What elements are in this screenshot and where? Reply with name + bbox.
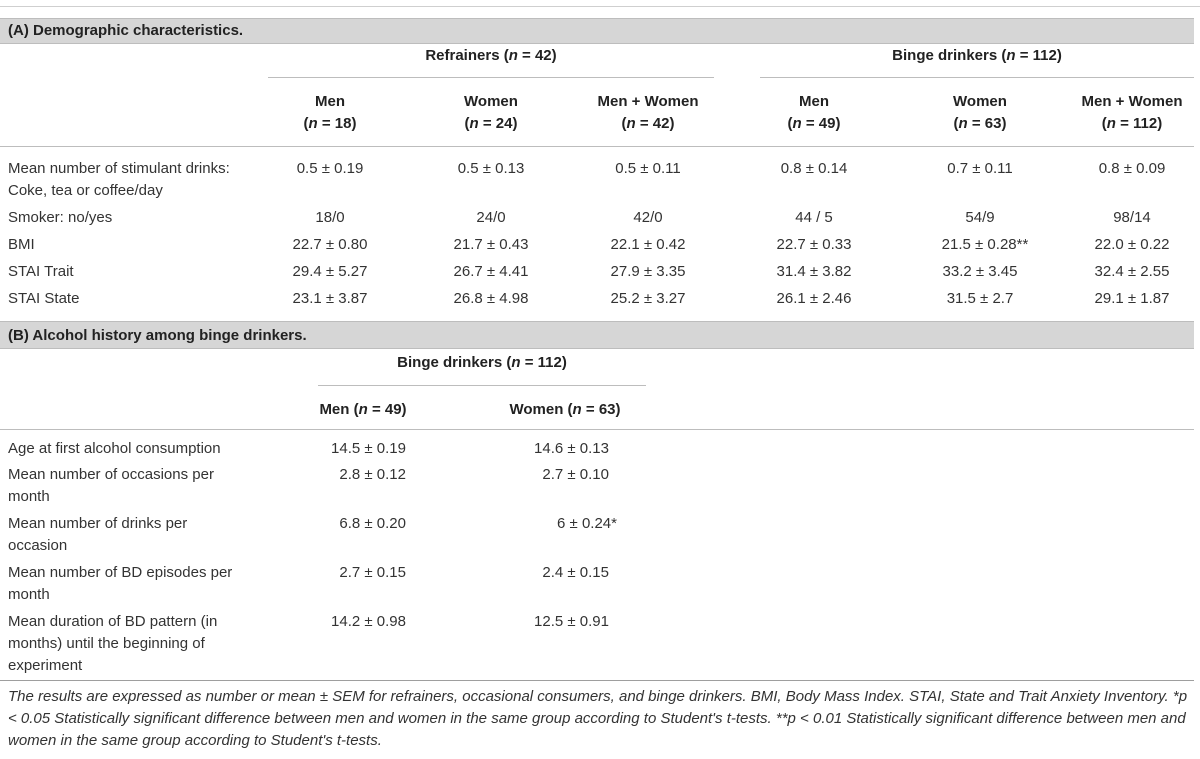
top-rule [0,6,1200,7]
col-header-women-binge: Women (n = 63) [953,93,1007,132]
section-a-header [0,18,1194,44]
table-cell: 22.7 ± 0.80 [292,236,368,253]
section-b-title: (B) Alcohol history among binge drinkers. [8,327,307,344]
section-a-title: (A) Demographic characteristics. [8,22,244,39]
col-header-total-binge: Men + Women (n = 112) [1081,93,1183,132]
row-label: STAI State [8,290,80,307]
table-cell: 27.9 ± 3.35 [610,263,686,280]
table-cell: 0.8 ± 0.14 [780,160,848,177]
table-cell: 2.4 ± 0.15 [542,564,609,581]
group-header-refrainers: Refrainers (n = 42) [425,47,557,64]
table-cell: 0.5 ± 0.13 [457,160,525,177]
table-cell: 0.7 ± 0.11 [947,160,1013,177]
table-cell: 6 ± 0.24* [557,515,617,532]
table-cell: 22.1 ± 0.42 [610,236,686,253]
table-cell: 26.7 ± 4.41 [453,263,529,280]
table-cell: 31.4 ± 3.82 [776,263,852,280]
group-header-binge-b: Binge drinkers (n = 112) [397,354,567,371]
table-cell: 32.4 ± 2.55 [1094,263,1170,280]
table-cell: 0.8 ± 0.09 [1098,160,1166,177]
table-cell: 24/0 [476,209,506,226]
table-cell: 14.2 ± 0.98 [331,613,406,630]
group-rule-binge [760,77,1194,78]
table-cell: 18/0 [315,209,345,226]
table-cell: 44 / 5 [795,209,833,226]
row-label: Mean number of stimulant drinks: Coke, tea or coffee/day [8,160,230,199]
table-cell: 26.1 ± 2.46 [776,290,852,307]
table-cell: 54/9 [965,209,995,226]
group-rule-refrainers [268,77,714,78]
row-label: Mean number of drinks per occasion [8,515,188,554]
table-cell: 26.8 ± 4.98 [453,290,529,307]
table-cell: 23.1 ± 3.87 [292,290,368,307]
table-cell: 12.5 ± 0.91 [534,613,609,630]
table-cell: 42/0 [633,209,663,226]
table-cell: 0.5 ± 0.19 [296,160,364,177]
col-header-women-b: Women (n = 63) [509,401,621,418]
table-cell: 29.1 ± 1.87 [1094,290,1170,307]
table-footnote: The results are expressed as number or mean ± SEM for refrainers, occasional consumers, and binge drinkers. BMI, Body Mass Index. STAI, State and Trait Anxiety Inventory. *p < 0.05 Statistically significant difference between men and women in the same group according to Student's t-tests. **p < 0.01 Statistically significant difference between men and women in the same group according to Student's t-tests. [8,688,1188,749]
header-rule-b [0,429,1194,430]
row-label: BMI [8,236,35,253]
group-header-binge-drinkers: Binge drinkers (n = 112) [892,47,1062,64]
row-label: Mean number of occasions per month [8,466,214,505]
table-cell: 22.0 ± 0.22 [1094,236,1170,253]
table-cell: 98/14 [1113,209,1151,226]
row-label: Smoker: no/yes [8,209,113,226]
header-rule-a [0,146,1194,147]
table-cell: 2.7 ± 0.10 [542,466,609,483]
row-label: Mean duration of BD pattern (in months) until the beginning of experiment [8,613,218,674]
row-label: STAI Trait [8,263,74,280]
table-cell: 2.8 ± 0.12 [339,466,406,483]
col-header-total-refrainers: Men + Women (n = 42) [597,93,699,132]
table-cell: 21.7 ± 0.43 [453,236,529,253]
col-header-women-refrainers: Women (n = 24) [464,93,518,132]
table-cell: 33.2 ± 3.45 [942,263,1018,280]
col-header-men-b: Men (n = 49) [319,401,407,418]
group-rule-b [318,385,646,386]
table-cell: 29.4 ± 5.27 [292,263,368,280]
table-cell: 21.5 ± 0.28** [941,236,1029,253]
row-label: Mean number of BD episodes per month [8,564,233,603]
table-cell: 31.5 ± 2.7 [946,290,1014,307]
col-header-men-binge: Men (n = 49) [787,93,841,132]
table-cell: 22.7 ± 0.33 [776,236,852,253]
col-header-men-refrainers: Men (n = 18) [303,93,357,132]
table-cell: 25.2 ± 3.27 [610,290,686,307]
table-bottom-rule [0,680,1194,681]
table-cell: 14.6 ± 0.13 [534,440,609,457]
table-cell: 14.5 ± 0.19 [331,440,406,457]
table-cell: 0.5 ± 0.11 [615,160,681,177]
row-label: Age at first alcohol consumption [8,440,221,457]
section-b-header [0,321,1194,349]
table-cell: 6.8 ± 0.20 [339,515,406,532]
table-cell: 2.7 ± 0.15 [339,564,406,581]
